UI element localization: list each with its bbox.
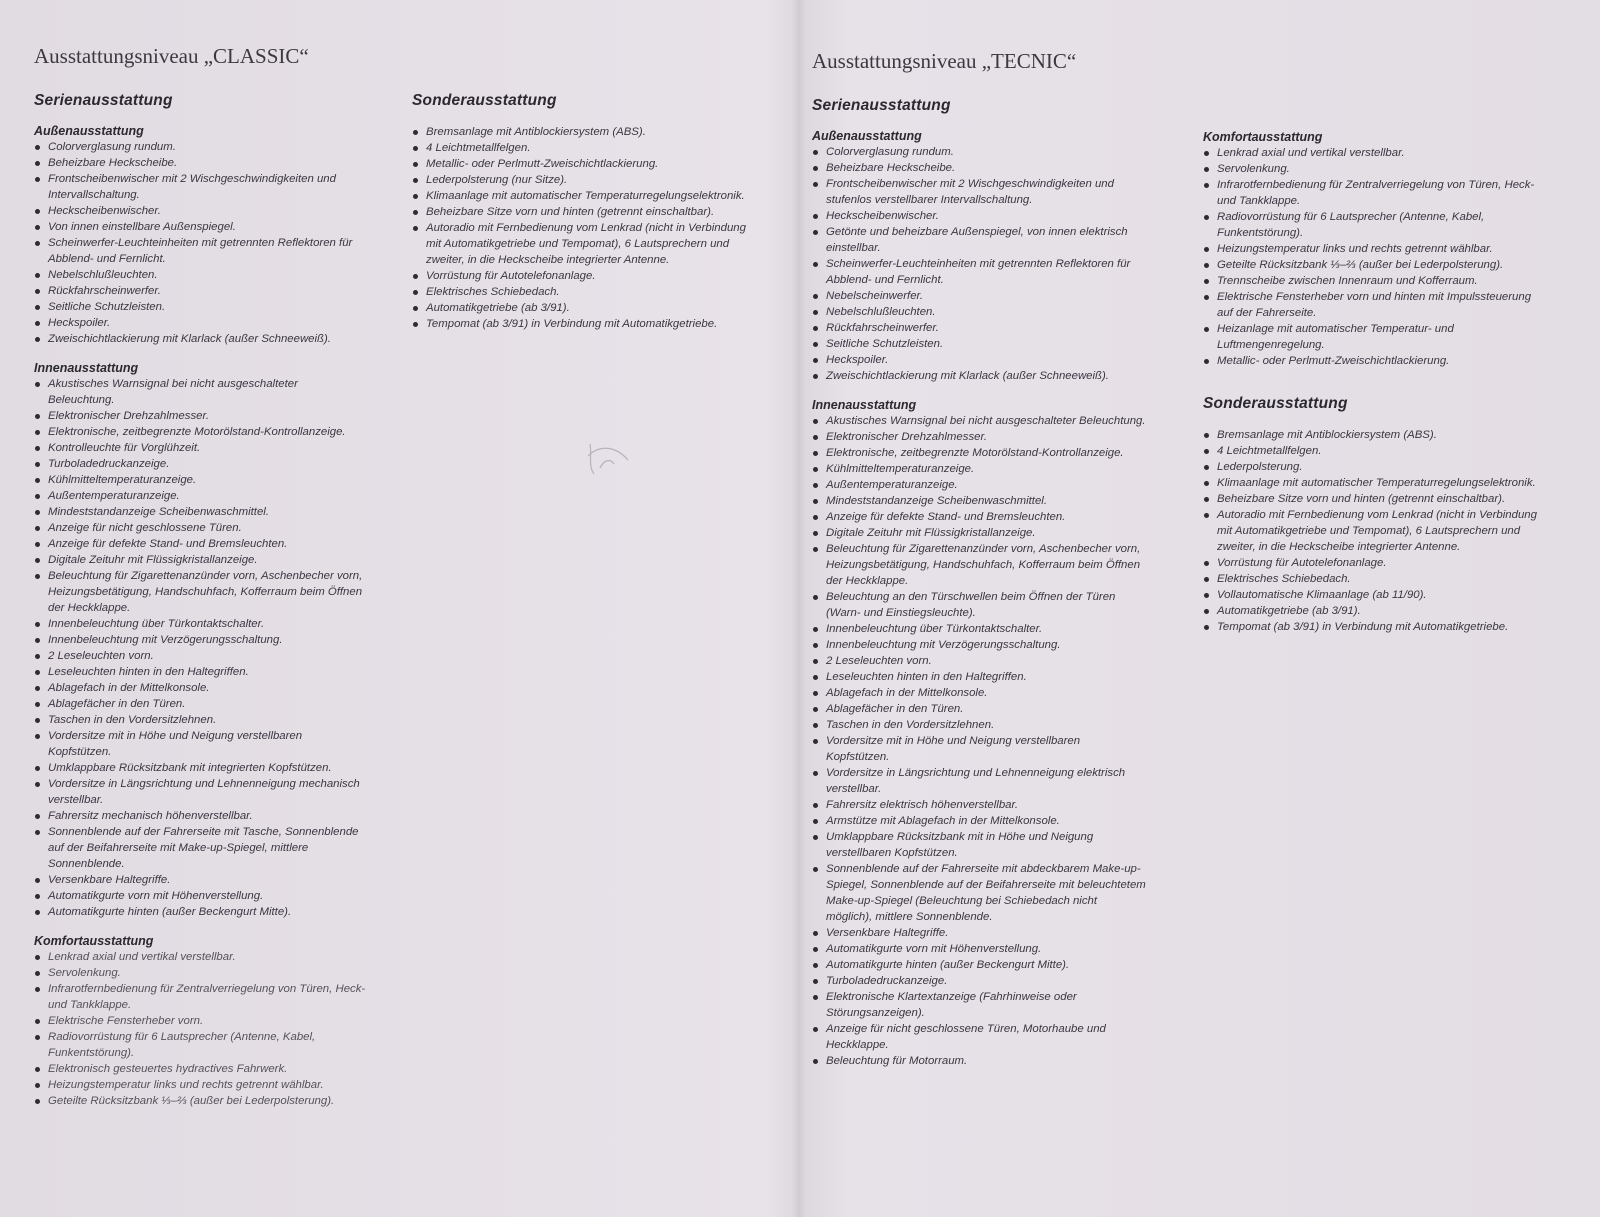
classic-aussen-item: Scheinwerfer-Leuchteinheiten mit getrennten Reflektoren für Abblend- und Fernlicht. (34, 235, 366, 267)
classic-innen-item: 2 Leseleuchten vorn. (34, 648, 366, 664)
classic-innen-section (34, 361, 366, 920)
tecnic-aussen-item: Getönte und beheizbare Außenspiegel, von innen elektrisch einstellbar. (812, 224, 1146, 256)
tecnic-innen-item: Kühlmitteltemperaturanzeige. (812, 461, 1146, 477)
tecnic-innen-item: Innenbeleuchtung über Türkontaktschalter. (812, 621, 1146, 637)
classic-komfort-item: Radiovorrüstung für 6 Lautsprecher (Antenne, Kabel, Funkentstörung). (34, 1029, 366, 1061)
tecnic-sonder-item: Elektrisches Schiebedach. (1203, 571, 1549, 587)
tecnic-aussen-title: Außenausstattung (812, 129, 922, 143)
tecnic-aussen-item: Nebelscheinwerfer. (812, 288, 1146, 304)
tecnic-title: Ausstattungsniveau „TECNIC“ (812, 49, 1077, 73)
classic-innen-item: Anzeige für defekte Stand- und Bremsleuchten. (34, 536, 366, 552)
classic-innen-item: Automatikgurte vorn mit Höhenverstellung. (34, 888, 366, 904)
tecnic-innen-item: Digitale Zeituhr mit Flüssigkristallanzeige. (812, 525, 1146, 541)
classic-innen-item: Kühlmitteltemperaturanzeige. (34, 472, 366, 488)
tecnic-innen-item: Beleuchtung an den Türschwellen beim Öffnen der Türen (Warn- und Einstiegsleuchte). (812, 589, 1146, 621)
tecnic-aussen-item: Rückfahrscheinwerfer. (812, 320, 1146, 336)
tecnic-innen-section (812, 398, 1146, 1069)
classic-aussen-item: Nebelschlußleuchten. (34, 267, 366, 283)
tecnic-innen-item: Ablagefächer in den Türen. (812, 701, 1146, 717)
tecnic-innen-item: Taschen in den Vordersitzlehnen. (812, 717, 1146, 733)
tecnic-innen-item: Umklappbare Rücksitzbank mit in Höhe und Neigung verstellbaren Kopfstützen. (812, 829, 1146, 861)
tecnic-komfort-title: Komfortausstattung (1203, 130, 1323, 144)
tecnic-sonder-item: Vorrüstung für Autotelefonanlage. (1203, 555, 1549, 571)
tecnic-komfort-item: Elektrische Fensterheber vorn und hinten mit Impulssteuerung auf der Fahrerseite. (1203, 289, 1549, 321)
tecnic-innen-item: Ablagefach in der Mittelkonsole. (812, 685, 1146, 701)
tecnic-aussen-item: Heckscheibenwischer. (812, 208, 1146, 224)
classic-innen-item: Ablagefach in der Mittelkonsole. (34, 680, 366, 696)
tecnic-innen-item: Vordersitze in Längsrichtung und Lehnenneigung elektrisch verstellbar. (812, 765, 1146, 797)
tecnic-aussen-item: Colorverglasung rundum. (812, 144, 1146, 160)
classic-sonder-item: Metallic- oder Perlmutt-Zweischichtlackierung. (412, 156, 762, 172)
classic-innen-item: Elektronischer Drehzahlmesser. (34, 408, 366, 424)
classic-aussen-item: Von innen einstellbare Außenspiegel. (34, 219, 366, 235)
classic-innen-list (34, 376, 366, 920)
tecnic-innen-item: Innenbeleuchtung mit Verzögerungsschaltung. (812, 637, 1146, 653)
classic-serien-column (34, 92, 366, 1123)
tecnic-innen-list (812, 413, 1146, 1069)
tecnic-innen-item: Beleuchtung für Motorraum. (812, 1053, 1146, 1069)
classic-komfort-item: Elektronisch gesteuertes hydractives Fahrwerk. (34, 1061, 366, 1077)
classic-komfort-title: Komfortausstattung (34, 934, 154, 948)
classic-aussen-item: Heckscheibenwischer. (34, 203, 366, 219)
classic-sonder-item: Vorrüstung für Autotelefonanlage. (412, 268, 762, 284)
classic-komfort-item: Infrarotfernbedienung für Zentralverriegelung von Türen, Heck- und Tankklappe. (34, 981, 366, 1013)
classic-innen-item: Beleuchtung für Zigarettenanzünder vorn, Aschenbecher vorn, Heizungsbetätigung, Handschuhfach, Kofferraum beim Öffnen der Heckklappe. (34, 568, 366, 616)
tecnic-aussen-item: Beheizbare Heckscheibe. (812, 160, 1146, 176)
tecnic-serien-title: Serienausstattung (812, 97, 951, 114)
tecnic-sonder-item: Bremsanlage mit Antiblockiersystem (ABS). (1203, 427, 1549, 443)
classic-sonder-item: Automatikgetriebe (ab 3/91). (412, 300, 762, 316)
tecnic-serien-column (812, 97, 1146, 1083)
tecnic-komfort-item: Geteilte Rücksitzbank ⅓–⅔ (außer bei Lederpolsterung). (1203, 257, 1549, 273)
classic-aussen-item: Colorverglasung rundum. (34, 139, 366, 155)
classic-sonder-item: Klimaanlage mit automatischer Temperaturregelungselektronik. (412, 188, 762, 204)
classic-sonder-list (412, 124, 762, 332)
classic-innen-title: Innenausstattung (34, 361, 139, 375)
tecnic-innen-item: Turboladedruckanzeige. (812, 973, 1146, 989)
classic-innen-item: Versenkbare Haltegriffe. (34, 872, 366, 888)
tecnic-innen-title: Innenausstattung (812, 398, 917, 412)
tecnic-sonder-item: Vollautomatische Klimaanlage (ab 11/90). (1203, 587, 1549, 603)
tecnic-sonder-item: Autoradio mit Fernbedienung vom Lenkrad (nicht in Verbindung mit Automatikgetriebe und Tempomat), 6 Lautsprechern und zweiter, in die Heckscheibe integrierter Antenne. (1203, 507, 1549, 555)
classic-sonder-item: Elektrisches Schiebedach. (412, 284, 762, 300)
classic-serien-title: Serienausstattung (34, 92, 173, 109)
tecnic-innen-item: Beleuchtung für Zigarettenanzünder vorn, Aschenbecher vorn, Heizungsbetätigung, Handschuhfach, Kofferraum beim Öffnen der Heckklappe. (812, 541, 1146, 589)
classic-innen-item: Innenbeleuchtung mit Verzögerungsschaltung. (34, 632, 366, 648)
classic-aussen-item: Seitliche Schutzleisten. (34, 299, 366, 315)
classic-komfort-list (34, 949, 366, 1109)
tecnic-innen-item: Akustisches Warnsignal bei nicht ausgeschalteter Beleuchtung. (812, 413, 1146, 429)
classic-aussen-item: Zweischichtlackierung mit Klarlack (außer Schneeweiß). (34, 331, 366, 347)
tecnic-sonder-item: Lederpolsterung. (1203, 459, 1549, 475)
classic-innen-item: Taschen in den Vordersitzlehnen. (34, 712, 366, 728)
classic-aussen-list (34, 139, 366, 347)
tecnic-komfort-item: Trennscheibe zwischen Innenraum und Kofferraum. (1203, 273, 1549, 289)
tecnic-innen-item: Elektronische Klartextanzeige (Fahrhinweise oder Störungsanzeigen). (812, 989, 1146, 1021)
tecnic-sonder-item: Klimaanlage mit automatischer Temperaturregelungselektronik. (1203, 475, 1549, 491)
classic-sonder-item: Lederpolsterung (nur Sitze). (412, 172, 762, 188)
tecnic-innen-item: Armstütze mit Ablagefach in der Mittelkonsole. (812, 813, 1146, 829)
classic-sonder-item: Bremsanlage mit Antiblockiersystem (ABS). (412, 124, 762, 140)
tecnic-innen-item: Elektronische, zeitbegrenzte Motorölstand-Kontrollanzeige. (812, 445, 1146, 461)
tecnic-innen-item: Außentemperaturanzeige. (812, 477, 1146, 493)
classic-innen-item: Anzeige für nicht geschlossene Türen. (34, 520, 366, 536)
classic-komfort-item: Geteilte Rücksitzbank ⅓–⅔ (außer bei Lederpolsterung). (34, 1093, 366, 1109)
tecnic-komfort-item: Infrarotfernbedienung für Zentralverriegelung von Türen, Heck- und Tankklappe. (1203, 177, 1549, 209)
tecnic-innen-item: Versenkbare Haltegriffe. (812, 925, 1146, 941)
classic-innen-item: Mindeststandanzeige Scheibenwaschmittel. (34, 504, 366, 520)
classic-innen-item: Akustisches Warnsignal bei nicht ausgeschalteter Beleuchtung. (34, 376, 366, 408)
classic-innen-item: Sonnenblende auf der Fahrerseite mit Tasche, Sonnenblende auf der Beifahrerseite mit Make-up-Spiegel, mittlere Sonnenblende. (34, 824, 366, 872)
tecnic-komfort-list (1203, 145, 1549, 369)
classic-innen-item: Elektronische, zeitbegrenzte Motorölstand-Kontrollanzeige. (34, 424, 366, 440)
classic-innen-item: Vordersitze in Längsrichtung und Lehnenneigung mechanisch verstellbar. (34, 776, 366, 808)
pencil-mark-icon (584, 438, 644, 488)
tecnic-innen-item: Vordersitze mit in Höhe und Neigung verstellbaren Kopfstützen. (812, 733, 1146, 765)
classic-innen-item: Außentemperaturanzeige. (34, 488, 366, 504)
tecnic-aussen-section (812, 129, 1146, 384)
tecnic-right-column (1203, 130, 1549, 635)
classic-aussen-item: Heckspoiler. (34, 315, 366, 331)
tecnic-aussen-item: Scheinwerfer-Leuchteinheiten mit getrennten Reflektoren für Abblend- und Fernlicht. (812, 256, 1146, 288)
classic-aussen-section (34, 124, 366, 347)
tecnic-aussen-item: Heckspoiler. (812, 352, 1146, 368)
tecnic-sonder-item: Automatikgetriebe (ab 3/91). (1203, 603, 1549, 619)
tecnic-komfort-item: Heizungstemperatur links und rechts getrennt wählbar. (1203, 241, 1549, 257)
tecnic-innen-item: Automatikgurte vorn mit Höhenverstellung. (812, 941, 1146, 957)
classic-sonder-item: Autoradio mit Fernbedienung vom Lenkrad (nicht in Verbindung mit Automatikgetriebe und Tempomat), 6 Lautsprechern und zweiter, in die Heckscheibe integrierter Antenne. (412, 220, 762, 268)
tecnic-innen-item: Mindeststandanzeige Scheibenwaschmittel. (812, 493, 1146, 509)
tecnic-innen-item: Anzeige für defekte Stand- und Bremsleuchten. (812, 509, 1146, 525)
classic-innen-item: Turboladedruckanzeige. (34, 456, 366, 472)
tecnic-komfort-item: Metallic- oder Perlmutt-Zweischichtlackierung. (1203, 353, 1549, 369)
classic-innen-item: Ablagefächer in den Türen. (34, 696, 366, 712)
tecnic-innen-item: Fahrersitz elektrisch höhenverstellbar. (812, 797, 1146, 813)
tecnic-innen-item: Leseleuchten hinten in den Haltegriffen. (812, 669, 1146, 685)
tecnic-innen-item: Automatikgurte hinten (außer Beckengurt Mitte). (812, 957, 1146, 973)
tecnic-innen-item: Elektronischer Drehzahlmesser. (812, 429, 1146, 445)
classic-innen-item: Vordersitze mit in Höhe und Neigung verstellbaren Kopfstützen. (34, 728, 366, 760)
classic-sonder-title: Sonderausstattung (412, 92, 557, 109)
tecnic-komfort-item: Lenkrad axial und vertikal verstellbar. (1203, 145, 1549, 161)
classic-komfort-section (34, 934, 366, 1109)
tecnic-aussen-item: Zweischichtlackierung mit Klarlack (außer Schneeweiß). (812, 368, 1146, 384)
tecnic-komfort-item: Heizanlage mit automatischer Temperatur- und Luftmengenregelung. (1203, 321, 1549, 353)
tecnic-sonder-list (1203, 427, 1549, 635)
classic-sonder-item: Tempomat (ab 3/91) in Verbindung mit Automatikgetriebe. (412, 316, 762, 332)
tecnic-sonder-item: 4 Leichtmetallfelgen. (1203, 443, 1549, 459)
tecnic-innen-item: Anzeige für nicht geschlossene Türen, Motorhaube und Heckklappe. (812, 1021, 1146, 1053)
classic-komfort-item: Lenkrad axial und vertikal verstellbar. (34, 949, 366, 965)
tecnic-komfort-section (1203, 130, 1549, 369)
tecnic-sonder-title: Sonderausstattung (1203, 395, 1348, 412)
classic-innen-item: Innenbeleuchtung über Türkontaktschalter. (34, 616, 366, 632)
classic-innen-item: Automatikgurte hinten (außer Beckengurt Mitte). (34, 904, 366, 920)
classic-title: Ausstattungsniveau „CLASSIC“ (34, 44, 309, 68)
tecnic-sonder-item: Beheizbare Sitze vorn und hinten (getrennt einschaltbar). (1203, 491, 1549, 507)
classic-komfort-item: Heizungstemperatur links und rechts getrennt wählbar. (34, 1077, 366, 1093)
page-gutter (792, 0, 806, 1217)
tecnic-aussen-item: Frontscheibenwischer mit 2 Wischgeschwindigkeiten und stufenlos verstellbarer Intervallschaltung. (812, 176, 1146, 208)
tecnic-komfort-item: Radiovorrüstung für 6 Lautsprecher (Antenne, Kabel, Funkentstörung). (1203, 209, 1549, 241)
tecnic-innen-item: Sonnenblende auf der Fahrerseite mit abdeckbarem Make-up-Spiegel, Sonnenblende auf der Beifahrerseite mit beleuchtetem Make-up-Spiegel (Beleuchtung bei Schiebedach nicht möglich), mittlere Sonnenblende. (812, 861, 1146, 925)
tecnic-aussen-item: Nebelschlußleuchten. (812, 304, 1146, 320)
classic-sonder-item: Beheizbare Sitze vorn und hinten (getrennt einschaltbar). (412, 204, 762, 220)
tecnic-sonder-item: Tempomat (ab 3/91) in Verbindung mit Automatikgetriebe. (1203, 619, 1549, 635)
classic-komfort-item: Elektrische Fensterheber vorn. (34, 1013, 366, 1029)
tecnic-komfort-item: Servolenkung. (1203, 161, 1549, 177)
tecnic-aussen-list (812, 144, 1146, 384)
classic-innen-item: Kontrolleuchte für Vorglühzeit. (34, 440, 366, 456)
classic-aussen-item: Frontscheibenwischer mit 2 Wischgeschwindigkeiten und Intervallschaltung. (34, 171, 366, 203)
tecnic-innen-item: 2 Leseleuchten vorn. (812, 653, 1146, 669)
classic-aussen-title: Außenausstattung (34, 124, 144, 138)
classic-innen-item: Fahrersitz mechanisch höhenverstellbar. (34, 808, 366, 824)
classic-innen-item: Umklappbare Rücksitzbank mit integrierten Kopfstützen. (34, 760, 366, 776)
tecnic-aussen-item: Seitliche Schutzleisten. (812, 336, 1146, 352)
classic-innen-item: Digitale Zeituhr mit Flüssigkristallanzeige. (34, 552, 366, 568)
classic-sonder-column (412, 92, 762, 332)
classic-komfort-item: Servolenkung. (34, 965, 366, 981)
classic-aussen-item: Rückfahrscheinwerfer. (34, 283, 366, 299)
classic-sonder-item: 4 Leichtmetallfelgen. (412, 140, 762, 156)
classic-innen-item: Leseleuchten hinten in den Haltegriffen. (34, 664, 366, 680)
classic-aussen-item: Beheizbare Heckscheibe. (34, 155, 366, 171)
